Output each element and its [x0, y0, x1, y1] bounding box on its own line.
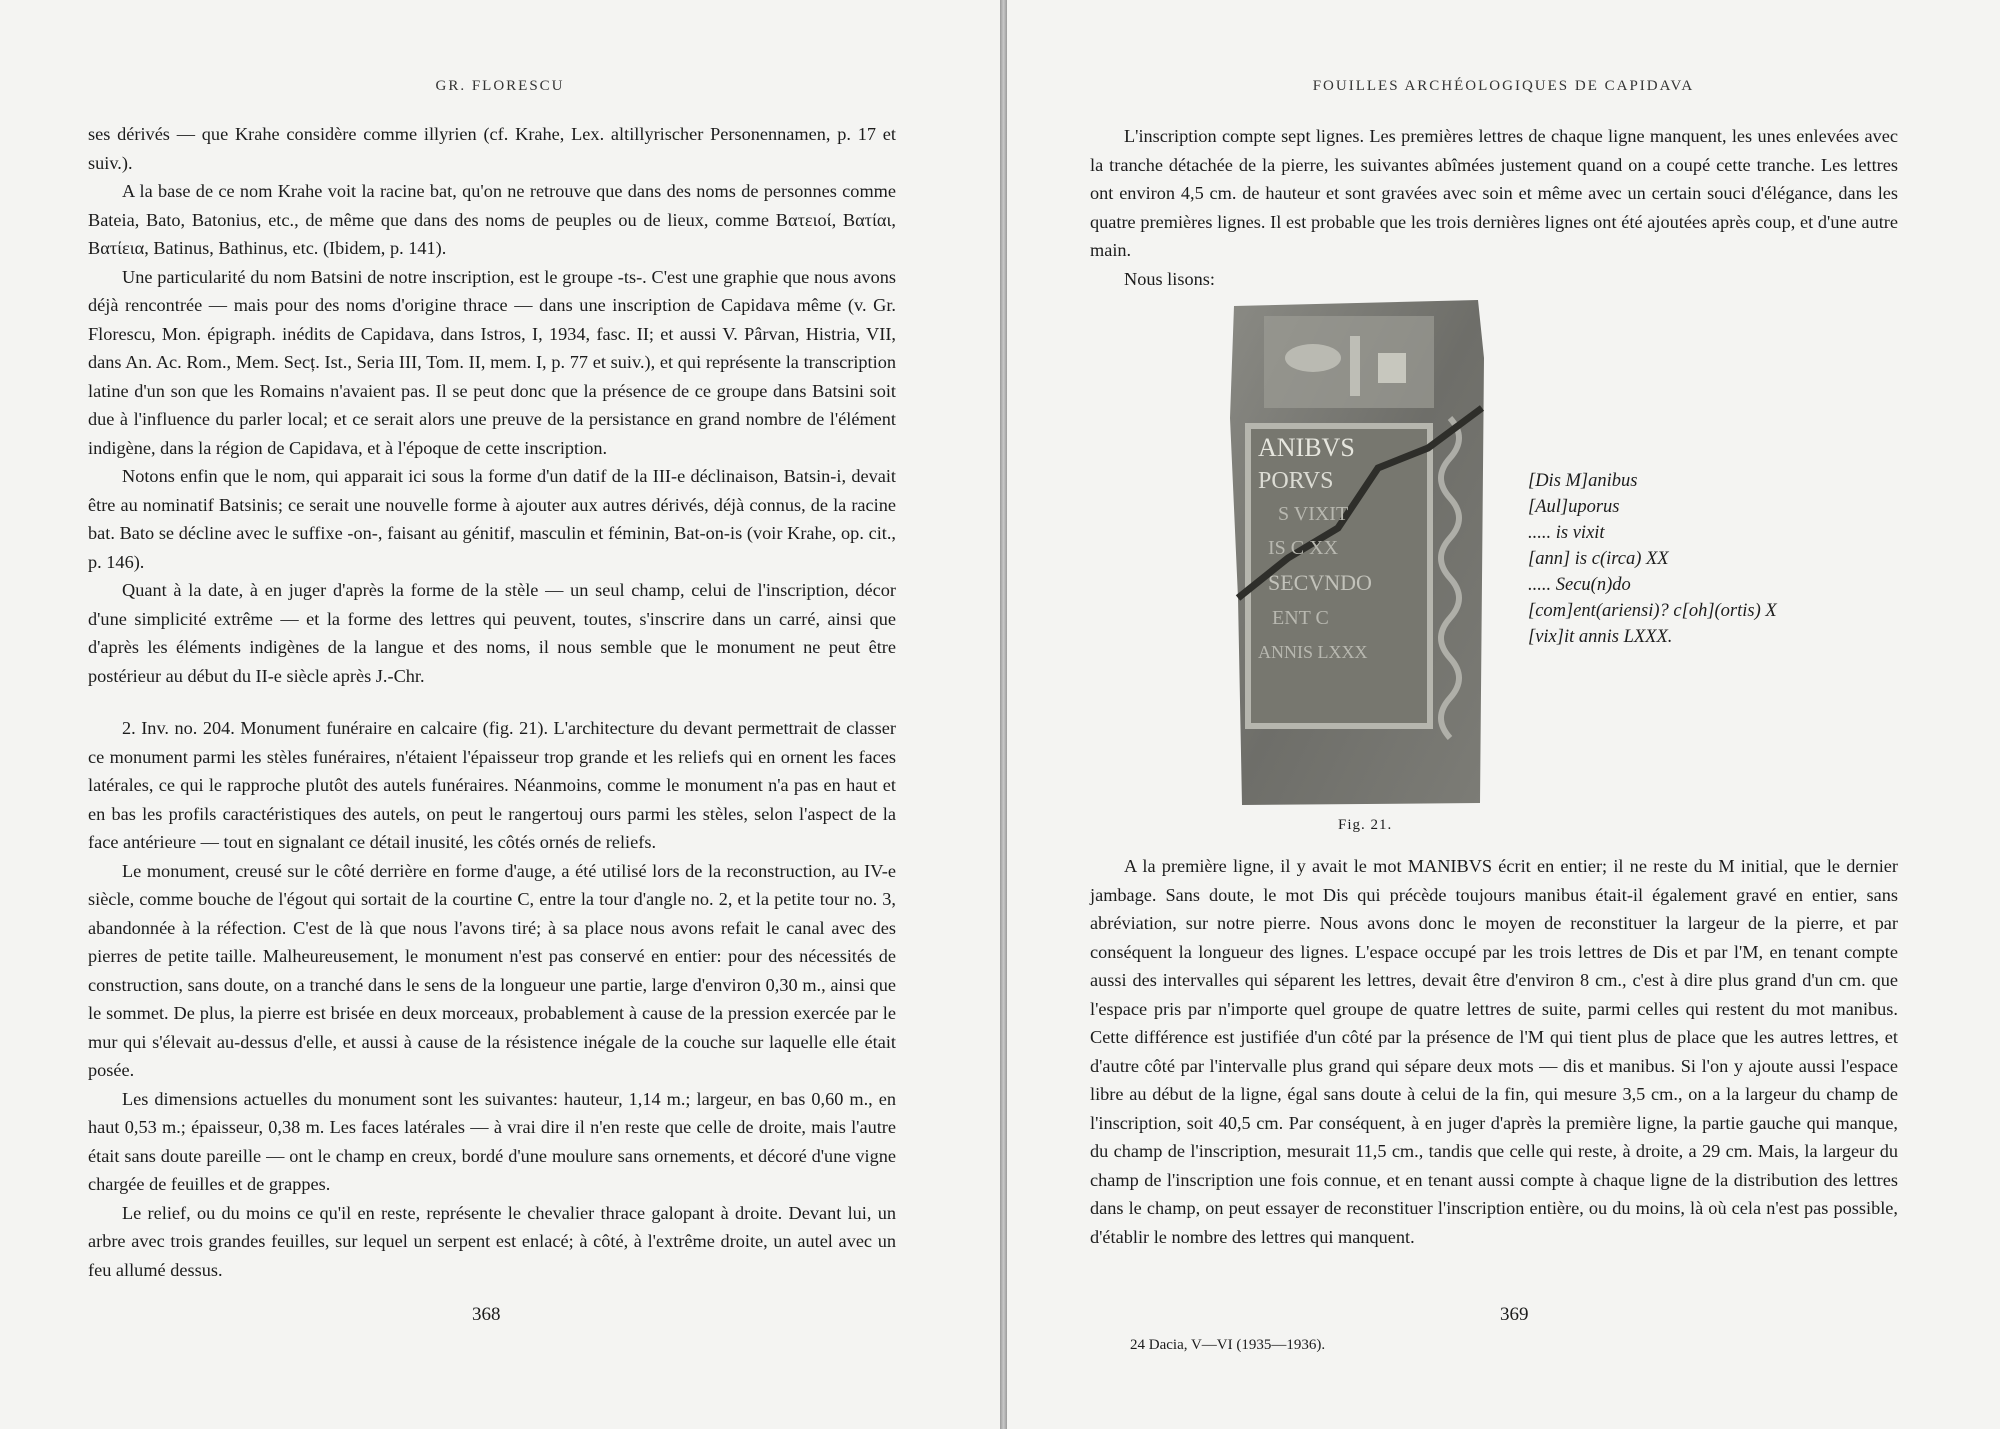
figure-caption: Fig. 21.: [1338, 817, 1393, 833]
inscription-line: [com]ent(ariensi)? c[oh](ortis) X: [1528, 601, 1777, 621]
inscription-line: [Aul]uporus: [1528, 497, 1620, 517]
paragraph: A la base de ce nom Krahe voit la racine bat, qu'on ne retrouve que dans des noms de personnes comme Bateia, Bato, Batonius, etc., de même que dans des noms de peuples ou de lieux, comme Βατειοί, Βατίαι, Βατίεια, Batinus, Bathinus, etc. (Ibidem, p. 141).: [88, 181, 896, 258]
paragraph: Le relief, ou du moins ce qu'il en reste, représente le chevalier thrace galopant à droite. Devant lui, un arbre avec trois grandes feuilles, sur lequel un serpent est enlacé; à côté, à l'extrême droite, un autel avec un feu allumé dessus.: [88, 1202, 896, 1280]
stone-text: S VIXIT: [1278, 503, 1349, 525]
paragraph: 2. Inv. no. 204. Monument funéraire en calcaire (fig. 21). L'architecture du devant permettrait de classer ce monument parmi les stèles funéraires, n'étaient l'épaisseur trop grande et les reliefs qui en ornent les faces latérales, ce qui le rapproche plutôt des autels funéraires. Néanmoins, comme le monument n'a pas en haut et en bas les profils caractéristiques des autels, on peut le rangertouj ours parmi les stèles, selon l'aspect de la face antérieure — tout en signalant ce détail inusité, les côtés ornés de reliefs.: [88, 718, 896, 852]
paragraph: Notons enfin que le nom, qui apparait ici sous la forme d'un datif de la III-e déclinaison, Batsin-i, devait être au nominatif Batsinis; ce serait une nouvelle forme à ajouter aux autres dérivés, déjà connus, de la racine bat. Bato se décline avec le suffixe -on-, faisant au génitif, masculin et féminin, Bat-on-is (voir Krahe, op. cit., p. 146).: [88, 466, 896, 572]
paragraph: Quant à la date, à en juger d'après la forme de la stèle — un seul champ, celui de l'inscription, décor d'une simplicité extrême — et la forme des lettres qui peuvent, toutes, s'inscrire dans un carré, ainsi que d'après les éléments indigènes de la langue et des noms, il nous semble que le monument ne peut être postérieur au début du II-e siècle après J.-Chr.: [88, 580, 896, 686]
paragraph: A la première ligne, il y avait le mot MANIBVS écrit en entier; il ne reste du M initial, que le dernier jambage. Sans doute, le mot Dis qui précède toujours manibus était-il également gravé en entier, sans abréviation, sur notre pierre. Nous avons donc le moyen de reconstituer la largeur de la pierre, et par conséquent la longueur des lignes. L'espace occupé par les trois lettres de Dis et par l'M, en tenant compte aussi des intervalles qui séparent les lettres, devait être d'environ 8 cm., c'est à dire plus grand d'un cm. que l'espace pris par n'importe quel groupe de quatre lettres de suite, parmi celles qui restent du mot manibus. Cette différence est justifiée d'un côté par la présence de l'M qui tient plus de place que les autres lettres, et d'autre côté par l'intervalle plus grand qui sépare deux mots — dis et manibus. Si l'on y ajoute aussi l'espace libre au début de la ligne, égal sans doute à celui de la fin, qui mesure 3,5 cm., on a la largeur du champ de l'inscription, soit 40,5 cm. Par conséquent, à en juger d'après la première ligne, la partie gauche qui manque, du champ de l'inscription, mesurait 11,5 cm., tandis que celle qui reste, à droite, a 29 cm. Mais, la largeur du champ de l'inscription une fois connue, et en tenant aussi compte à chaque ligne de la distribution des lettres dans le champ, on peut essayer de reconstituer l'inscription entière, ou du moins, là où cela n'est pas possible, d'établir le nombre des lettres qui manquent.: [1090, 856, 1898, 1247]
inscription-transcription: [1528, 468, 1858, 650]
paragraph: Les dimensions actuelles du monument sont les suivantes: hauteur, 1,14 m.; largeur, en bas 0,60 m., en haut 0,53 m.; épaisseur, 0,38 m. Les faces latérales — à vrai dire il n'en reste que celle de droite, mais l'autre était sans doute pareille — ont le champ en creux, bordé d'une moulure sans ornements, et décoré d'une vigne chargée de feuilles et de grappes.: [88, 1088, 896, 1194]
inscription-line: [vix]it annis LXXX.: [1528, 627, 1673, 647]
inscription-line: [Dis M]anibus: [1528, 471, 1638, 491]
paragraph: Nous lisons:: [1124, 268, 1215, 289]
page-number: 369: [1500, 1304, 1529, 1325]
paragraph: Une particularité du nom Batsini de notre inscription, est le groupe -ts-. C'est une graphie que nous avons déjà rencontrée — mais pour des noms d'origine thrace — dans une inscription de Capidava même (v. Gr. Florescu, Mon. épigraph. inédits de Capidava, dans Istros, I, 1934, fasc. II; et aussi V. Pârvan, Histria, VII, dans An. Ac. Rom., Mem. Secț. Ist., Seria III, Tom. II, mem. I, p. 77 et suiv.), et qui représente la transcription latine d'un son que les Romains n'avaient pas. Il se peut donc que la présence de ce groupe dans Batsini soit due à l'influence du parler local; et ce serait alors une preuve de la persistance en grand nombre de l'élément indigène, dans la région de Capidava, et à l'époque de cette inscription.: [88, 266, 896, 458]
stone-text: PORVS: [1258, 468, 1334, 494]
paragraph: ses dérivés — que Krahe considère comme illyrien (cf. Krahe, Lex. altillyrischer Personennamen, p. 17 et suiv.).: [88, 124, 896, 173]
stele-photograph: [1228, 298, 1488, 808]
book-gutter: [1000, 0, 1007, 1429]
left-running-header: GR. FLORESCU: [435, 78, 565, 94]
left-body-text: [88, 120, 896, 1284]
inscription-line: [ann] is c(irca) XX: [1528, 549, 1669, 569]
right-intro-text: [1090, 122, 1898, 293]
inscription-line: ..... Secu(n)do: [1528, 575, 1631, 595]
paragraph: Le monument, creusé sur le côté derrière en forme d'auge, a été utilisé lors de la reconstruction, au IV-e siècle, comme bouche de l'égout qui sortait de la courtine C, entre la tour d'angle no. 2, et la petite tour no. 3, abandonnée à la réfection. C'est de là que nous l'avons tiré; à sa place nous avons refait le canal avec des pierres de petite taille. Malheureusement, le monument n'est pas conservé en entier: pour des nécessités de construction, sans doute, on a tranché dans le sens de la longueur une partie, large d'environ 0,30 m., ainsi que le sommet. De plus, la pierre est brisée en deux morceaux, probablement à cause de la pression exercée par le mur qui s'élevait au-dessus d'elle, et aussi à cause de la résistence inégale de la couche sur laquelle elle était posée.: [88, 860, 896, 1080]
stone-text: ENT C: [1272, 607, 1329, 629]
page-footer: 24 Dacia, V—VI (1935—1936).: [1130, 1337, 1326, 1353]
paragraph: L'inscription compte sept lignes. Les premières lettres de chaque ligne manquent, les unes enlevées avec la tranche détachée de la pierre, les suivantes abîmées justement quand on a coupé cette tranche. Les lettres ont environ 4,5 cm. de hauteur et sont gravées avec soin et même avec un certain souci d'élégance, dans les quatre premières lignes. Il est probable que les trois dernières lignes ont été ajoutées après coup, et d'une autre main.: [1090, 126, 1898, 260]
inscription-line: ..... is vixit: [1528, 523, 1605, 543]
right-body-text: [1090, 852, 1898, 1251]
stone-text: ANIBVS: [1258, 433, 1355, 462]
page-number: 368: [472, 1304, 501, 1325]
stone-text: SECVNDO: [1268, 570, 1372, 595]
stone-text: IS C XX: [1268, 537, 1339, 559]
stone-text: ANNIS LXXX: [1258, 642, 1368, 662]
right-running-header: FOUILLES ARCHÉOLOGIQUES DE CAPIDAVA: [1312, 78, 1695, 94]
